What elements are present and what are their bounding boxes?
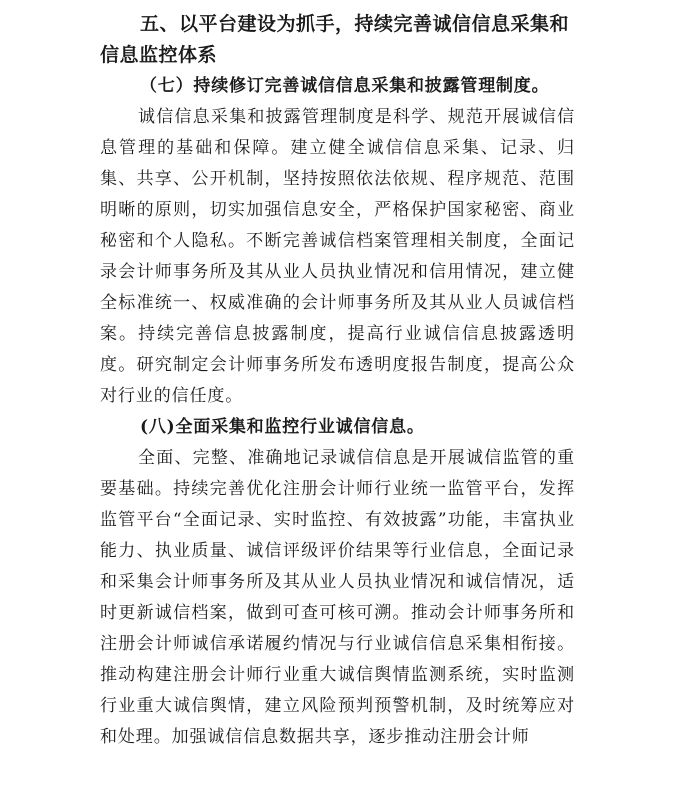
subsection-8-heading: (八)全面采集和监控行业诚信信息。 [140,417,425,437]
subsection-7-body: 诚信信息采集和披露管理制度是科学、规范开展诚信信息管理的基础和保障。建立健全诚信信息采集、记录、归集、共享、公开机制，坚持按照依法依规、程序规范、范围明晰的原则，切实加强信息安全，严格保护国家秘密、商业秘密和个人隐私。不断完善诚信档案管理相关制度，全面记录会计师事务所及其从业人员执业情况和信用情况，建立健全标准统一、权威准确的会计师事务所及其从业人员诚信档案。持续完善信息披露制度，提高行业诚信信息披露透明度。研究制定会计师事务所发布透明度报告制度，提高公众对行业的信任度。 [100,107,575,406]
subsection-8-body: 全面、完整、准确地记录诚信信息是开展诚信监管的重要基础。持续完善优化注册会计师行业统一监管平台，发挥监管平台“全面记录、实时监控、有效披露”功能，丰富执业能力、执业质量、诚信评级评价结果等行业信息，全面记录和采集会计师事务所及其从业人员执业情况和诚信情况，适时更新诚信档案，做到可查可核可溯。推动会计师事务所和注册会计师诚信承诺履约情况与行业诚信信息采集相衔接。推动构建注册会计师行业重大诚信舆情监测系统，实时监测行业重大诚信舆情，建立风险预判预警机制，及时统筹应对和处理。加强诚信信息数据共享，逐步推动注册会计师 [100,448,575,747]
section-heading: 五、以平台建设为抓手，持续完善诚信信息采集和信息监控体系 [100,13,570,66]
subsection-7-heading: （七）持续修订完善诚信信息采集和披露管理制度。 [140,76,550,96]
